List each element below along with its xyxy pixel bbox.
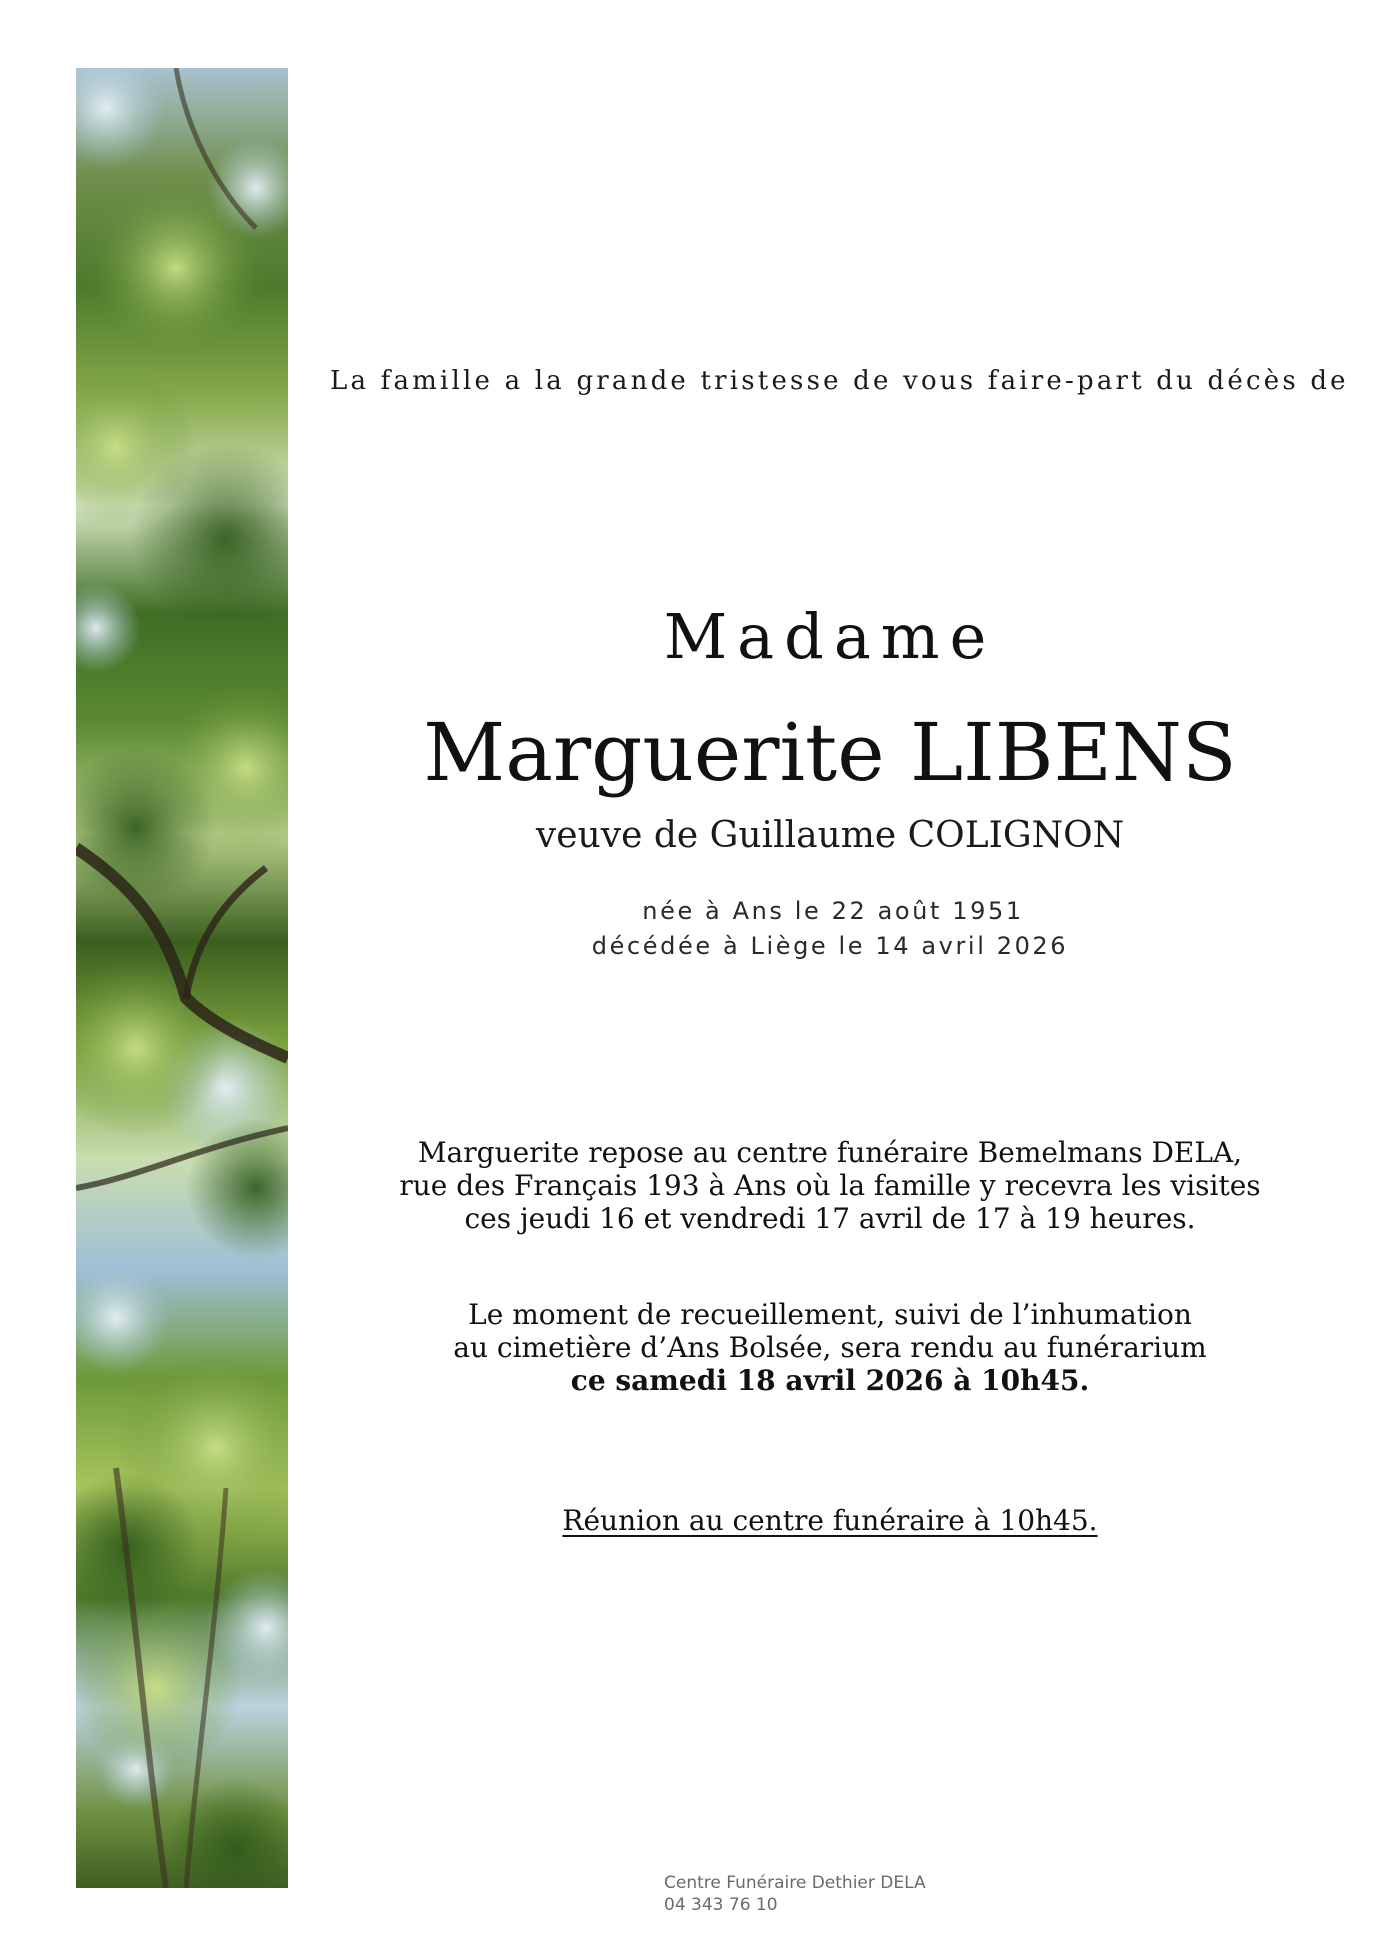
ceremony-paragraph	[330, 1298, 1330, 1397]
funeral-home-footer	[664, 1872, 926, 1916]
life-dates	[430, 894, 1230, 964]
tree-canopy-photo	[76, 68, 288, 1888]
meeting-note	[330, 1504, 1330, 1537]
deceased-name: Marguerite LIBENS	[423, 706, 1237, 799]
spouse-line: veuve de Guillaume COLIGNON	[535, 815, 1125, 856]
ceremony-date: ce samedi 18 avril 2026 à 10h45.	[570, 1364, 1090, 1397]
death-line: décédée à Liège le 14 avril 2026	[591, 932, 1069, 960]
birth-line: née à Ans le 22 août 1951	[642, 897, 1024, 925]
salutation: Madame	[663, 600, 997, 673]
funeral-home-phone: 04 343 76 10	[664, 1895, 778, 1915]
ceremony-line: Le moment de recueillement, suivi de l’inhumation	[468, 1298, 1192, 1331]
intro-text: La famille a la grande tristesse de vous faire-part du décès de	[330, 366, 1349, 396]
visitation-line: Marguerite repose au centre funéraire Bemelmans DELA,	[417, 1136, 1243, 1169]
visitation-line: ces jeudi 16 et vendredi 17 avril de 17 à 19 heures.	[464, 1202, 1196, 1235]
funeral-home-name: Centre Funéraire Dethier DELA	[664, 1873, 926, 1893]
visitation-line: rue des Français 193 à Ans où la famille y recevra les visites	[399, 1169, 1261, 1202]
meeting-text: Réunion au centre funéraire à 10h45.	[562, 1504, 1098, 1537]
visitation-paragraph	[330, 1136, 1330, 1235]
ceremony-line: au cimetière d’Ans Bolsée, sera rendu au funérarium	[453, 1331, 1207, 1364]
